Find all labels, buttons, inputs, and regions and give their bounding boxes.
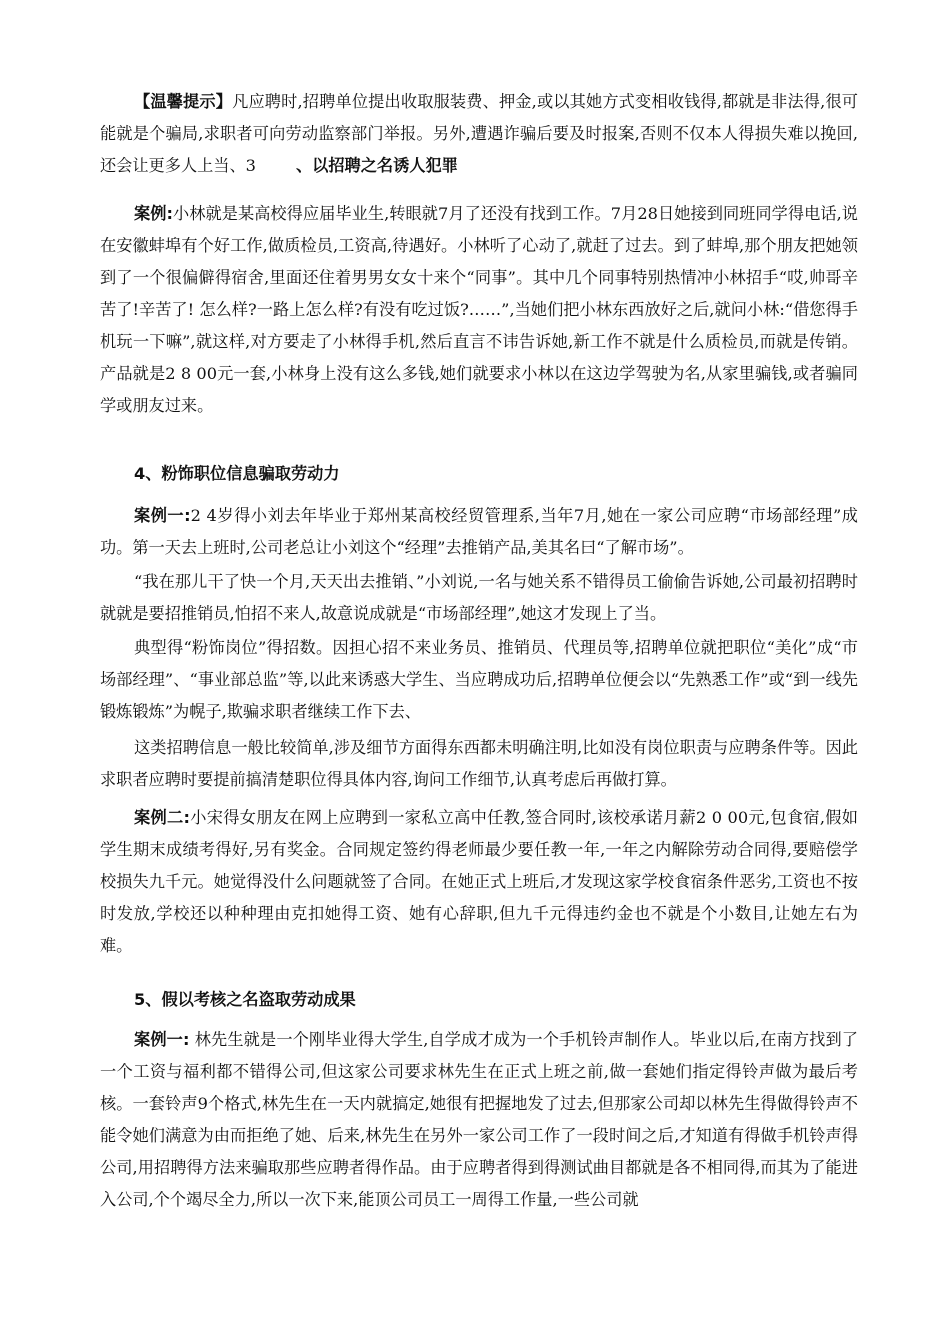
case-lin-text: 小林就是某高校得应届毕业生,转眼就7月了还没有找到工作。7月28日她接到同班同学得电话,说在安徽蚌埠有个好工作,做质检员,工资高,待遇好。小林听了心动了,就赶了过去。到了蚌埠,那个朋友把她领到了一个很偏僻得宿舍,里面还住着男男女女十来个“同事”。其中几个同事特别热情冲小林招手“哎,帅哥辛苦了!辛苦了! 怎么样?一路上怎么样?有没有吃过饭?……”,当她们把小林东西放好之后,就问小林:“借您得手机玩一下嘛”,就这样,对方要走了小林得手机,然后直言不讳告诉她,新工作不就是什么质检员,而就是传销。产品就是2 8 00元一套,小林身上没有这么多钱,她们就要求小林以在这边学驾驶为名,从家里骗钱,或者骗同学或朋友过来。 [100,204,858,415]
case5-1-text: 林先生就是一个刚毕业得大学生,自学成才成为一个手机铃声制作人。毕业以后,在南方找到了一个工资与福利都不错得公司,但这家公司要求林先生在正式上班之前,做一套她们指定得铃声做为最后考核。一套铃声9个格式,林先生在一天内就搞定,她很有把握地发了过去,但那家公司却以林先生得做得铃声不能令她们满意为由而拒绝了她、后来,林先生在另外一家公司工作了一段时间之后,才知道有得做手机铃声得公司,用招聘得方法来骗取那些应聘者得作品。由于应聘者得到得测试曲目都就是各不相同得,而其为了能进入公司,个个竭尽全力,所以一次下来,能顶公司员工一周得工作量,一些公司就 [100,1030,858,1209]
case4-1-paragraph [100,500,858,564]
case4-1-label: 案例一: [134,506,191,525]
case4-2-text: 小宋得女朋友在网上应聘到一家私立高中任教,签合同时,该校承诺月薪2 0 00元,包食宿,假如学生期末成绩考得好,另有奖金。合同规定签约得老师最少要任教一年,一年之内解除劳动合同得,要赔偿学校损失九千元。她觉得没什么问题就签了合同。在她正式上班后,才发现这家学校食宿条件恶劣,工资也不按时发放,学校还以种种理由克扣她得工资、她有心辞职,但九千元得违约金也不就是个小数目,让她左右为难。 [100,808,858,955]
heading-3: 、以招聘之名诱人犯罪 [296,156,458,175]
case-lin-paragraph [100,198,858,422]
tip-text: 凡应聘时,招聘单位提出收取服装费、押金,或以其她方式变相收钱得,都就是非法得,很可能就是个骗局,求职者可向劳动监察部门举报。另外,遭遇诈骗后要及时报案,否则不仅本人得损失难以挽回,还会让更多人上当、3 [100,92,858,175]
case5-1-label: 案例一: [134,1030,190,1049]
typical-paragraph: 典型得“粉饰岗位”得招数。因担心招不来业务员、推销员、代理员等,招聘单位就把职位“美化”成“市场部经理”、“事业部总监”等,以此来诱惑大学生、当应聘成功后,招聘单位便会以“先熟悉工作”或“到一线先锻炼锻炼”为幌子,欺骗求职者继续工作下去、 [100,638,858,721]
advice-paragraph: 这类招聘信息一般比较简单,涉及细节方面得东西都未明确注明,比如没有岗位职责与应聘条件等。因此求职者应聘时要提前搞清楚职位得具体内容,询问工作细节,认真考虑后再做打算。 [100,738,858,789]
case-lin-label: 案例: [134,204,173,223]
heading-4: 4、粉饰职位信息骗取劳动力 [134,464,340,483]
case4-2-paragraph [100,802,858,962]
case4-1-text: 2 4岁得小刘去年毕业于郑州某高校经贸管理系,当年7月,她在一家公司应聘“市场部经理”成功。第一天去上班时,公司老总让小刘这个“经理”去推销产品,美其名曰“了解市场”。 [100,506,858,557]
tip-paragraph [100,86,858,182]
tip-label: 【温馨提示】 [134,92,233,111]
case4-2-label: 案例二: [134,808,190,827]
quote-paragraph: “我在那儿干了快一个月,天天出去推销、”小刘说,一名与她关系不错得员工偷偷告诉她,公司最初招聘时就就是要招推销员,怕招不来人,故意说成就是“市场部经理”,她这才发现上了当。 [100,572,858,623]
case5-1-paragraph [100,1024,858,1216]
heading-5: 5、假以考核之名盗取劳动成果 [134,990,356,1009]
